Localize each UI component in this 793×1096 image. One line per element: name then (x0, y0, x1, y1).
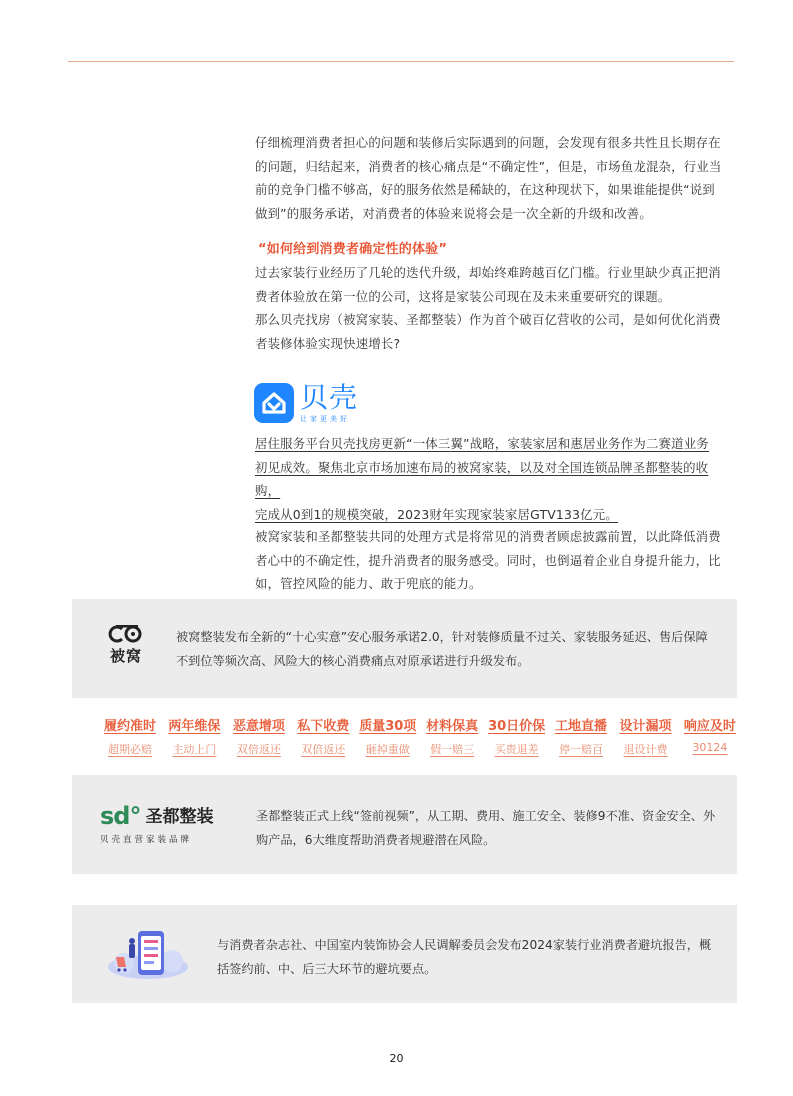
pledge-guarantee: 30124 (692, 741, 728, 754)
pledge-guarantee: 超期必赔 (108, 743, 152, 756)
pledge-title: 履约准时 (103, 719, 156, 734)
beiwo-callout (72, 599, 737, 698)
strategy-paragraph (255, 432, 733, 526)
pledge-item (164, 715, 224, 757)
pledge-guarantee: 停一赔百 (559, 743, 604, 756)
beike-logo (254, 380, 358, 426)
context-paragraph-b: 那么贝壳找房（被窝家装、圣都整装）作为首个破百亿营收的公司，是如何优化消费者装修体验实现快速增长? (255, 312, 721, 351)
pledge-item (358, 715, 418, 757)
beiwo-logo-text: 被窝 (109, 647, 142, 665)
pledge-item (616, 715, 676, 757)
shengdu-logo-mark: sd° (100, 802, 141, 830)
beike-logo-slogan: 让家更美好 (300, 414, 350, 423)
approach-paragraph: 被窝家装和圣都整装共同的处理方式是将常见的消费者顾虑披露前置，以此降低消费者心中的不确定性，提升消费者的服务感受。同时，也倒逼着企业自身提升能力，比如，管控风险的能力、敢于兜底的能力。 (255, 529, 721, 591)
pledge-item (487, 715, 547, 757)
pledge-title: 30日价保 (488, 719, 546, 734)
header-rule (68, 61, 734, 62)
intro-paragraph: 仔细梳理消费者担心的问题和装修后实际遇到的问题，会发现有很多共性且长期存在的问题，归结起来，消费者的核心痛点是“不确定性”，但是，市场鱼龙混杂，行业当前的竞争门槛不够高，好的服务依然是稀缺的，在这种现状下，如果谁能提供“说到做到”的服务承诺，对消费者的体验来说将会是一次全新的升级和改善。 (255, 135, 722, 221)
pledge-guarantee: 买贵退差 (494, 743, 539, 756)
pledge-guarantee: 假一赔三 (430, 743, 475, 756)
beiwo-description: 被窝整装发布全新的“十心实意”安心服务承诺2.0，针对装修质量不过关、家装服务延迟、售后保障不到位等频次高、风险大的核心消费痛点对原承诺进行升级发布。 (176, 630, 708, 668)
pledge-title: 工地直播 (555, 719, 608, 734)
beike-house-icon (254, 383, 294, 423)
shengdu-callout (72, 775, 737, 874)
pledge-item (422, 715, 482, 757)
pledge-title: 设计漏项 (619, 719, 672, 734)
pledge-title: 响应及时 (683, 719, 736, 734)
pledge-item (551, 715, 611, 757)
pledge-item (229, 715, 289, 757)
beiwo-logo (106, 624, 146, 666)
pledge-title: 材料保真 (426, 719, 479, 734)
pledge-title: 质量30项 (359, 719, 417, 734)
pledge-title: 私下收费 (297, 719, 350, 734)
pledge-guarantee: 双倍返还 (236, 743, 281, 756)
pledge-item (680, 715, 740, 757)
beike-logo-name: 贝壳 (300, 380, 359, 414)
strategy-line: 初见成效。聚焦北京市场加速布局的被窝家装，以及对全国连锁品牌圣都整装的收购， (255, 459, 709, 498)
pledge-item (100, 715, 160, 757)
context-paragraph (255, 261, 725, 355)
report-callout (72, 905, 737, 1003)
pledge-guarantee: 双倍返还 (301, 743, 346, 756)
pledge-guarantee: 主动上门 (172, 743, 217, 756)
shengdu-logo-name: 圣都整装 (145, 807, 214, 827)
report-illustration-icon (100, 927, 190, 982)
shengdu-logo-subtitle: 贝壳直营家装品牌 (100, 835, 193, 845)
shengdu-logo (100, 802, 240, 845)
strategy-line: 完成从0到1的规模突破，2023财年实现家装家居GTV133亿元。 (255, 506, 618, 522)
pledge-guarantee: 退设计费 (623, 743, 668, 756)
report-description: 与消费者杂志社、中国室内装饰协会人民调解委员会发布2024家装行业消费者避坑报告，概括签约前、中、后三大环节的避坑要点。 (217, 938, 712, 976)
pledge-title: 两年维保 (168, 719, 221, 734)
pledge-title: 恶意增项 (232, 719, 285, 734)
pledge-item (293, 715, 353, 757)
pledge-list (100, 715, 740, 757)
pledge-guarantee: 砸掉重做 (365, 743, 410, 756)
section-heading: “如何给到消费者确定性的体验” (258, 242, 448, 257)
context-paragraph-a: 过去家装行业经历了几轮的迭代升级，却始终难跨越百亿门槛。行业里缺少真正把消费者体验放在第一位的公司，这将是家装公司现在及未来重要研究的课题。 (255, 265, 721, 304)
beiwo-mark-icon (108, 624, 144, 644)
strategy-line: 居住服务平台贝壳找房更新“一体三翼”战略，家装家居和惠居业务作为二赛道业务 (255, 436, 709, 451)
page-number: 20 (389, 1052, 404, 1065)
shengdu-description: 圣都整装正式上线“签前视频”，从工期、费用、施工安全、装修9不准、资金安全、外购产品，6大维度帮助消费者规避潜在风险。 (256, 809, 716, 847)
